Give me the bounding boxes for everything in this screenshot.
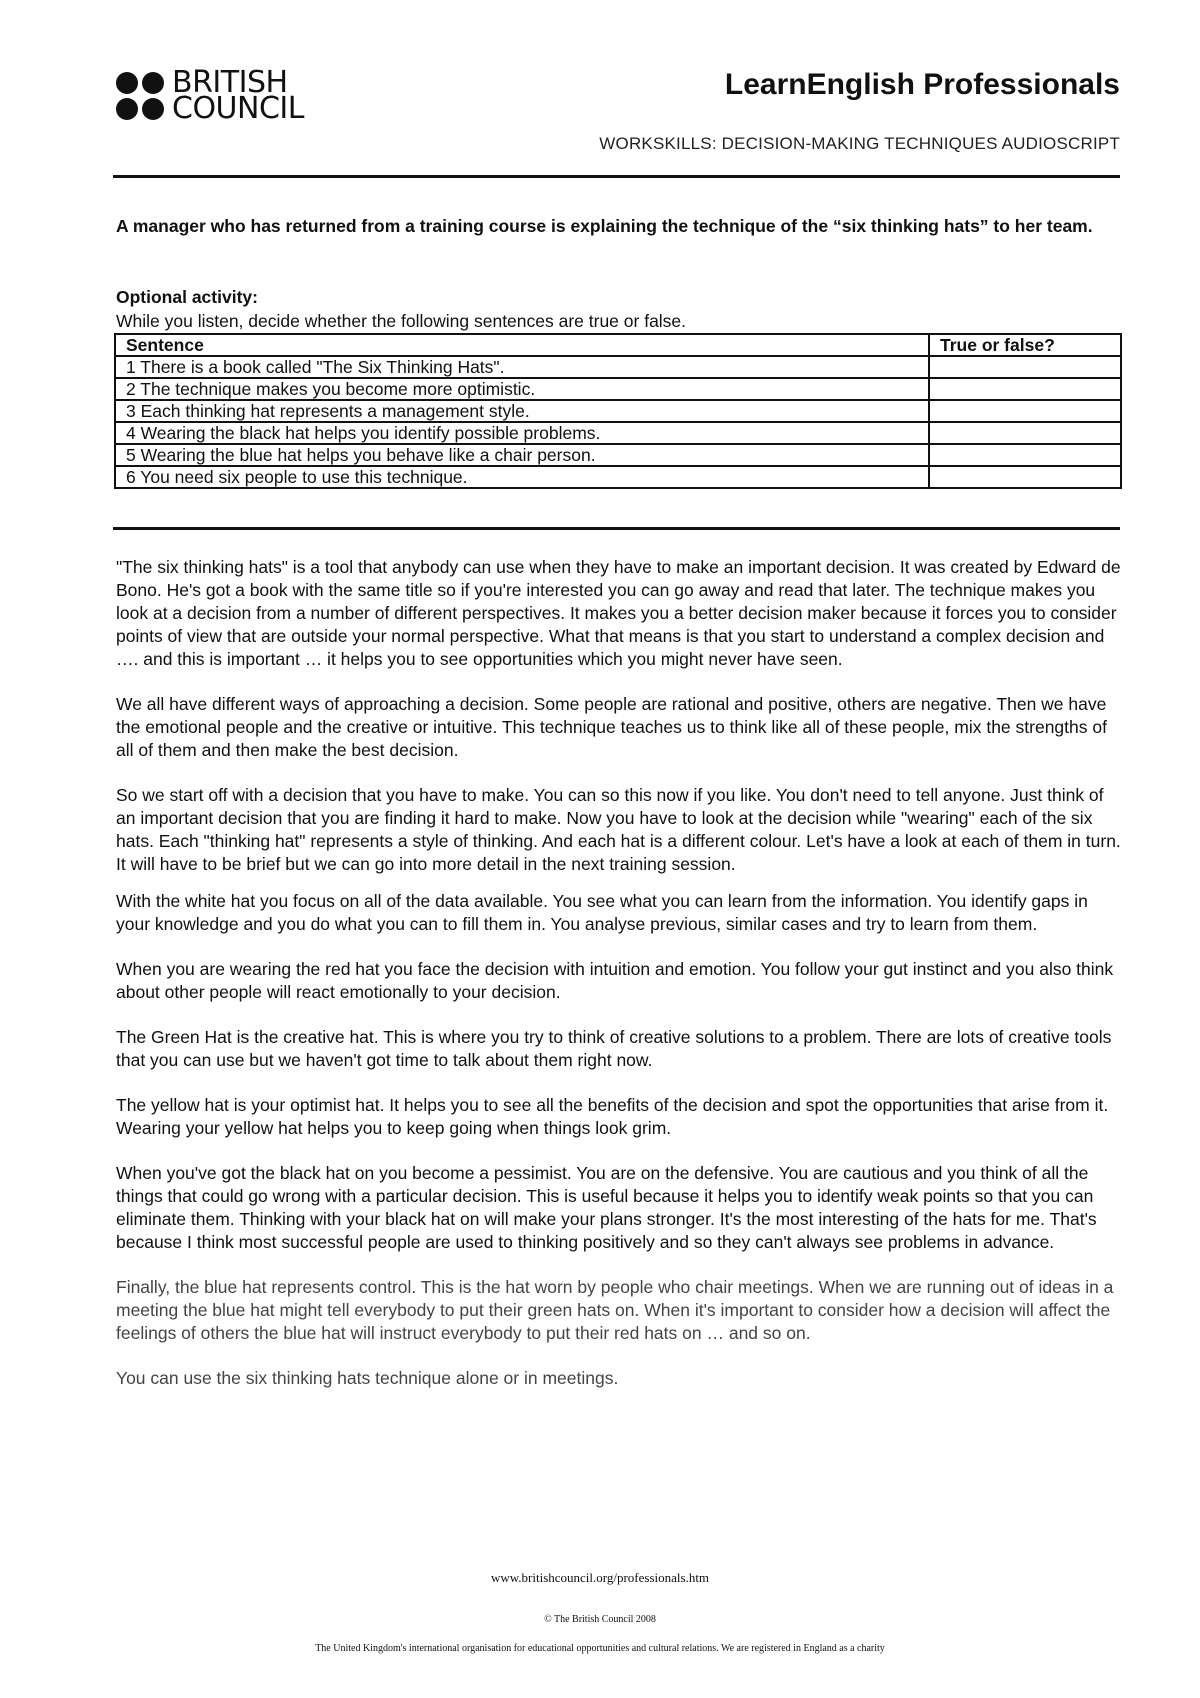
- brand-title: LearnEnglish Professionals: [724, 68, 1120, 101]
- sentence-cell: 2 The technique makes you become more optimistic.: [115, 378, 929, 400]
- paragraph: When you are wearing the red hat you face the decision with intuition and emotion. You follow your gut instinct and you also think about other people will react emotionally to your decision.: [116, 959, 1114, 1002]
- column-header-true-false: True or false?: [929, 334, 1121, 356]
- footer-charity-note: The United Kingdom's international organisation for educational opportunities and cultural relations. We are registered in England as a charity: [315, 1643, 885, 1654]
- paragraph: So we start off with a decision that you have to make. You can so this now if you like. You don't need to tell anyone. Just think of an important decision that you are finding it hard to make. Now you have to look at the decision while "wearing" each of the six hats. Each "thinking hat" represents a style of thinking. And each hat is a different colour. Let's have a look at each of them in turn. It will have to be brief but we can go into more detail in the next training session.: [116, 785, 1121, 874]
- paragraph: You can use the six thinking hats technique alone or in meetings.: [116, 1368, 619, 1388]
- activity-instruction: While you listen, decide whether the following sentences are true or false.: [116, 311, 687, 331]
- section-divider: [113, 527, 1120, 530]
- answer-cell[interactable]: [929, 400, 1121, 422]
- true-false-table: [114, 333, 1122, 489]
- paragraph: When you've got the black hat on you become a pessimist. You are on the defensive. You are cautious and you think of all the things that could go wrong with a particular decision. This is useful because it helps you to identify weak points so that you can eliminate them. Thinking with your black hat on will make your plans stronger. It's the most interesting of the hats for me. That's because I think most successful people are used to thinking positively and so they can't always see problems in advance.: [116, 1163, 1097, 1252]
- answer-cell[interactable]: [929, 378, 1121, 400]
- logo-line-2: COUNCIL: [172, 91, 304, 126]
- table-row: [115, 378, 1121, 400]
- sentence-cell: 3 Each thinking hat represents a management style.: [115, 400, 929, 422]
- document-subtitle: WORKSKILLS: DECISION-MAKING TECHNIQUES AUDIOSCRIPT: [599, 134, 1120, 153]
- intro-text: A manager who has returned from a training course is explaining the technique of the “six thinking hats” to her team.: [116, 216, 1093, 236]
- table-row: [115, 422, 1121, 444]
- british-council-logo: [116, 65, 304, 126]
- table-row: [115, 400, 1121, 422]
- header-divider: [113, 175, 1120, 178]
- table-header-row: [115, 334, 1121, 356]
- audioscript-body: [116, 556, 1124, 1412]
- paragraph: The Green Hat is the creative hat. This is where you try to think of creative solutions to a problem. There are lots of creative tools that you can use but we haven't got time to talk about them right now.: [116, 1027, 1112, 1070]
- logo-text: [172, 65, 304, 126]
- answer-cell[interactable]: [929, 422, 1121, 444]
- footer-copyright: © The British Council 2008: [544, 1614, 656, 1625]
- paragraph: "The six thinking hats" is a tool that anybody can use when they have to make an important decision. It was created by Edward de Bono. He's got a book with the same title so if you're interested you can go away and read that later. The technique makes you look at a decision from a number of different perspectives. It makes you a better decision maker because it forces you to consider points of view that are outside your normal perspective. What that means is that you start to understand a complex decision and …. and this is important … it helps you to see opportunities which you might never have seen.: [116, 557, 1121, 669]
- paragraph: With the white hat you focus on all of the data available. You see what you can learn from the information. You identify gaps in your knowledge and you do what you can to fill them in. You analyse previous, similar cases and try to learn from them.: [116, 891, 1088, 934]
- paragraph: The yellow hat is your optimist hat. It helps you to see all the benefits of the decision and spot the opportunities that arise from it. Wearing your yellow hat helps you to keep going when things look grim.: [116, 1095, 1109, 1138]
- logo-line-1: BRITISH: [172, 65, 288, 100]
- sentence-cell: 4 Wearing the black hat helps you identify possible problems.: [115, 422, 929, 444]
- answer-cell[interactable]: [929, 444, 1121, 466]
- activity-title: Optional activity:: [116, 287, 258, 307]
- answer-cell[interactable]: [929, 466, 1121, 488]
- paragraph: Finally, the blue hat represents control. This is the hat worn by people who chair meetings. When we are running out of ideas in a meeting the blue hat might tell everybody to put their green hats on. When it's important to consider how a decision will affect the feelings of others the blue hat will instruct everybody to put their red hats on … and so on.: [116, 1277, 1114, 1343]
- table-row: [115, 444, 1121, 466]
- logo-dots-icon: [116, 72, 164, 120]
- paragraph: We all have different ways of approaching a decision. Some people are rational and positive, others are negative. Then we have the emotional people and the creative or intuitive. This technique teaches us to think like all of these people, mix the strengths of all of them and then make the best decision.: [116, 694, 1107, 760]
- sentence-cell: 6 You need six people to use this technique.: [115, 466, 929, 488]
- sentence-cell: 1 There is a book called "The Six Thinking Hats".: [115, 356, 929, 378]
- column-header-sentence: Sentence: [115, 334, 929, 356]
- sentence-cell: 5 Wearing the blue hat helps you behave like a chair person.: [115, 444, 929, 466]
- footer-url[interactable]: www.britishcouncil.org/professionals.htm: [490, 1570, 710, 1585]
- table-row: [115, 466, 1121, 488]
- table-row: [115, 356, 1121, 378]
- answer-cell[interactable]: [929, 356, 1121, 378]
